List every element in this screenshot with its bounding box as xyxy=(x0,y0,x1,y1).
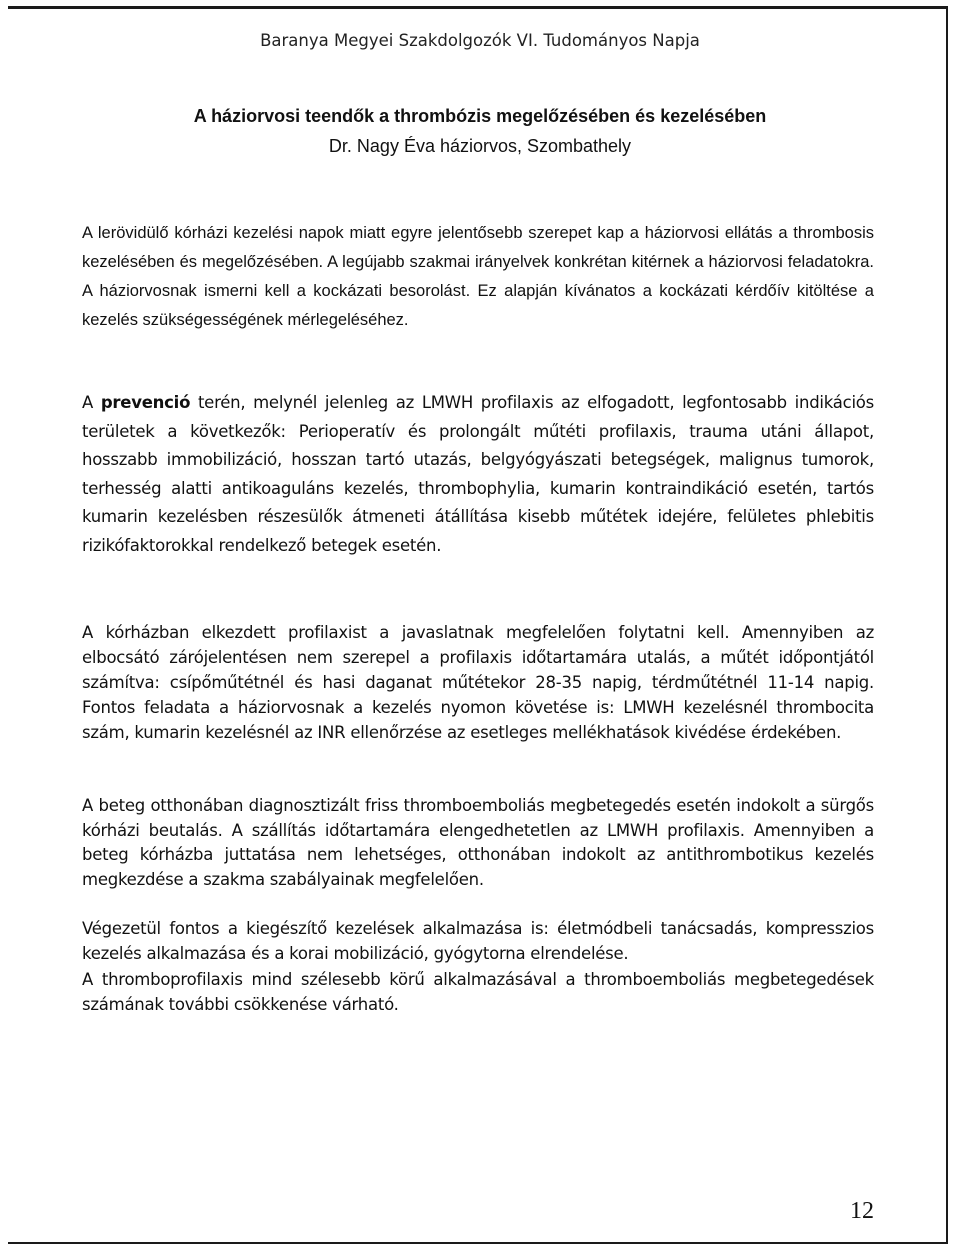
paragraph-complementary: Végezetül fontos a kiegészítő kezelések alkalmazása is: életmódbeli tanácsadás, kompresszios kezelés alkalmazása és a korai mobilizáció, gyógytorna elrendelése. xyxy=(82,919,874,963)
prevention-body: terén, melynél jelenleg az LMWH profilaxis az elfogadott, legfontosabb indikációs területek a következők: Perioperatív és prolongált műtéti profilaxis, trauma utáni állapot, hosszabb immobilizáció, hosszan tartó utazás, belgyógyászati betegségek, malignus tumorok, terhesség alatti antikoaguláns kezelés, thrombophylia, kumarin kontraindikáció esetén, tartós kumarin kezelésben részesülők átmeneti átállítása kisebb műtétek idejére, felületes phlebitis rizikófaktorokkal rendelkező betegek esetén. xyxy=(82,393,874,555)
paragraph-conclusion: A thromboprofilaxis mind szélesebb körű alkalmazásával a thromboemboliás megbetegedések számának további csökkenése várható. xyxy=(82,970,874,1014)
article-author: Dr. Nagy Éva háziorvos, Szombathely xyxy=(328,136,632,156)
paragraph-hospital-prophylaxis: A kórházban elkezdett profilaxist a javaslatnak megfelelően folytatni kell. Amennyiben az elbocsátó zárójelentésen nem szerepel a profilaxis időtartamára utalás, a műtét időpontjától számítva: csípőműtétnél és hasi daganat műtétekor 28-35 napig, térdműtétnél 11-14 napig. Fontos feladata a háziorvosnak a kezelés nyomon követése is: LMWH kezelésnél thrombocita szám, kumarin kezelésnél az INR ellenőrzése az esetleges mellékhatások kivédése érdekében. xyxy=(82,623,874,742)
article-title: A háziorvosi teendők a thrombózis megelőzésében és kezelésében xyxy=(193,106,767,126)
paragraph-home-treatment: A beteg otthonában diagnosztizált friss thromboemboliás megbetegedés esetén indokolt a sürgős kórházi beutalás. A szállítás időtartamára elengedhetetlen az LMWH profilaxis. Amennyiben a beteg kórházba juttatása nem lehetséges, otthonában indokolt az antithrombotikus kezelés megkezdése a szakma szabályainak megfelelően. xyxy=(82,796,874,889)
page-number: 12 xyxy=(850,1198,874,1224)
prevention-keyword: prevenció xyxy=(100,393,191,412)
paragraph-prevention xyxy=(82,389,874,560)
paragraph-intro: A lerövidülő kórházi kezelési napok miatt egyre jelentősebb szerepet kap a háziorvosi ellátás a thrombosis kezelésében és megelőzésében. A legújabb szakmai irányelvek konkrétan kitérnek a háziorvosi feladatokra. A háziorvosnak ismerni kell a kockázati besorolást. Ez alapján kívánatos a kockázati kérdőív kitöltése a kezelés szükségességének mérlegeléséhez. xyxy=(82,224,874,329)
running-header: Baranya Megyei Szakdolgozók VI. Tudományos Napja xyxy=(260,31,700,50)
prevention-intro: A xyxy=(82,393,101,412)
